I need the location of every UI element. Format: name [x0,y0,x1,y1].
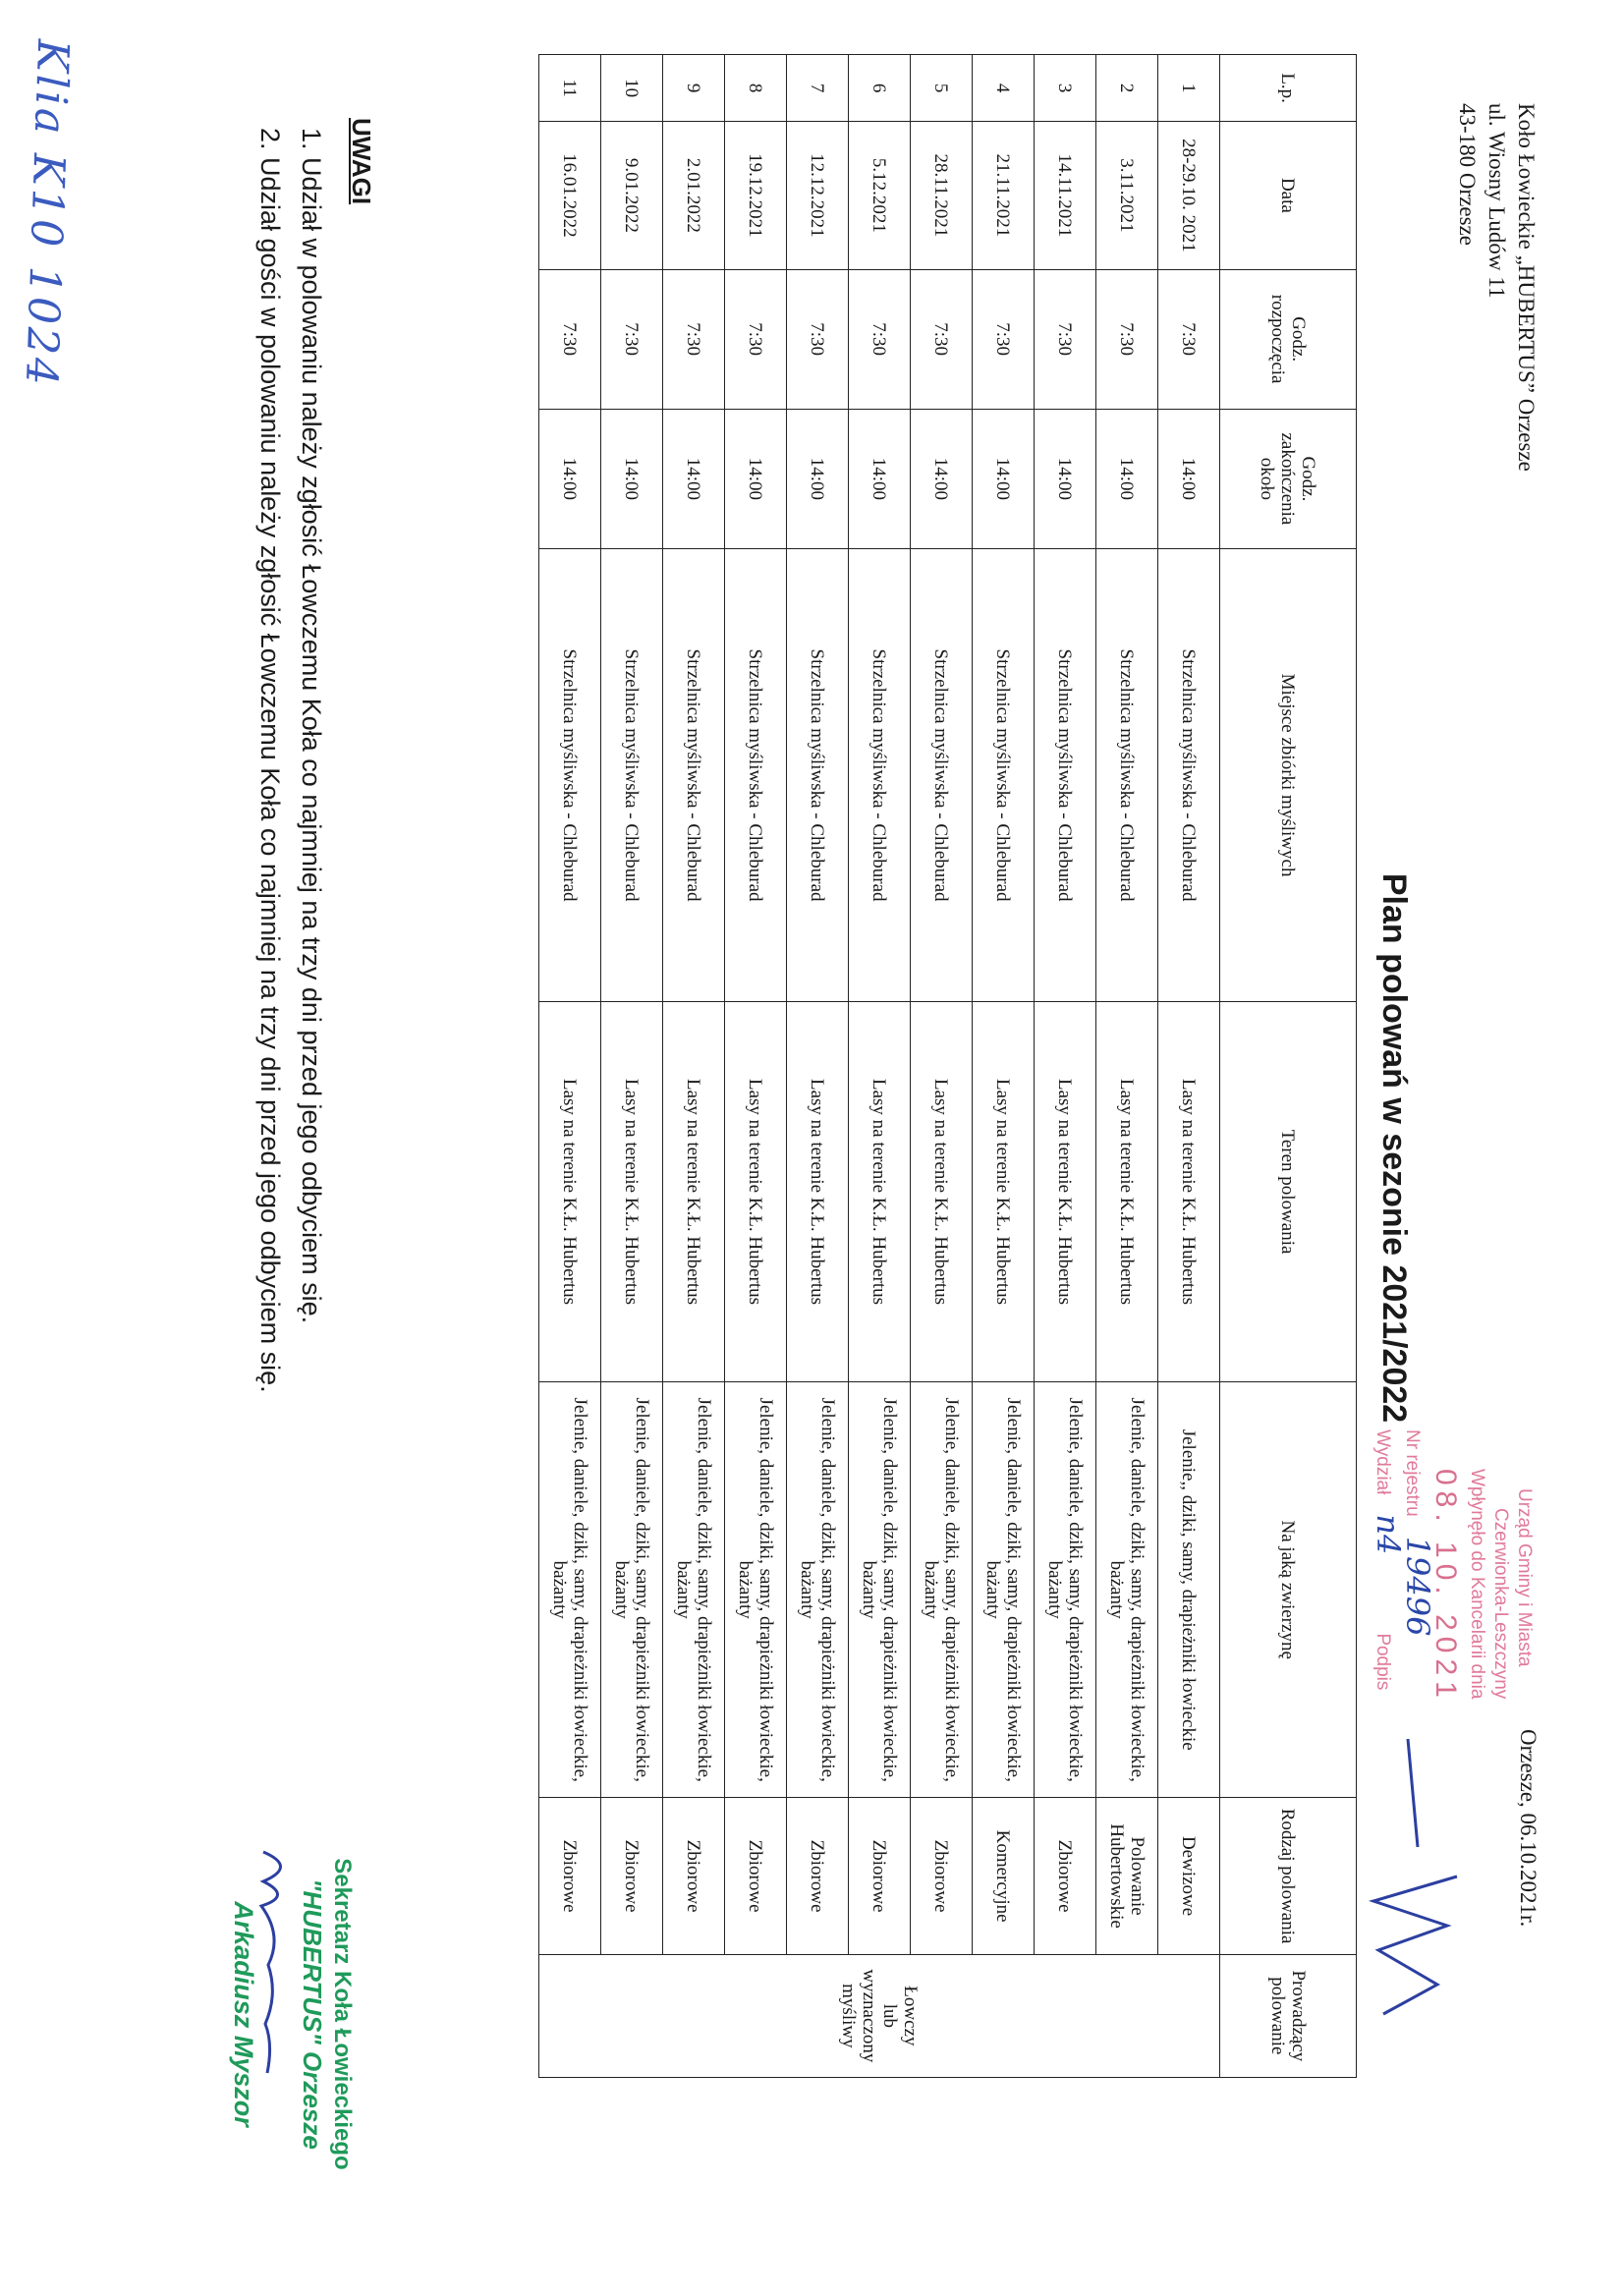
row-end-time: 14:00 [539,409,601,548]
row-hunt-type: Zbiorowe [849,1798,911,1954]
place-date: Orzesze, 06.10.2021r. [1516,1729,1540,1928]
row-meeting-place: Strzelnica myśliwska - Chleburad [1096,549,1158,1002]
row-start-time: 7:30 [601,269,663,409]
notes-list [250,118,332,1393]
row-meeting-place: Strzelnica myśliwska - Chleburad [601,549,663,1002]
row-game: Jelenie, daniele, dziki, samy, drapieżniki łowieckie, bażanty [601,1382,663,1798]
notes-section [250,118,376,1393]
row-start-time: 7:30 [1096,269,1158,409]
row-game: Jelenie, daniele, dziki, samy, drapieżniki łowieckie, bażanty [1096,1382,1158,1798]
stamp-name: Arkadiusz Myszor [229,1901,258,2127]
table-row [1035,55,1096,2078]
row-start-time: 7:30 [1035,269,1096,409]
row-hunt-type: Zbiorowe [911,1798,973,1954]
row-game: Jelenie, daniele, dziki, samy, drapieżniki łowieckie, bażanty [911,1382,973,1798]
stamp-reg-label: Nr rejestru [1402,1429,1423,1517]
table-row [539,55,601,2078]
stamp-line: Sekretarz Koła Łowieckiego [329,1858,356,2170]
row-game: Jelenie,, dziki, samy, drapieżniki łowieckie [1158,1382,1220,1798]
row-meeting-place: Strzelnica myśliwska - Chleburad [539,549,601,1002]
row-meeting-place: Strzelnica myśliwska - Chleburad [663,549,725,1002]
row-date: 28-29.10. 2021 [1158,122,1220,269]
row-hunting-area: Lasy na terenie K.Ł. Hubertus [725,1002,787,1382]
row-end-time: 14:00 [663,409,725,548]
row-number: 10 [601,55,663,122]
table-row [725,55,787,2078]
row-date: 21.11.2021 [973,122,1035,269]
row-hunting-area: Lasy na terenie K.Ł. Hubertus [849,1002,911,1382]
column-header: Prowadzący polowanie [1220,1954,1357,2077]
column-header: Miejsce zbiórki myśliwych [1220,549,1357,1002]
table-header-row [1220,55,1357,2078]
row-number: 3 [1035,55,1096,122]
row-game: Jelenie, daniele, dziki, samy, drapieżniki łowieckie, bażanty [787,1382,849,1798]
row-start-time: 7:30 [911,269,973,409]
row-hunt-type: Zbiorowe [1035,1798,1096,1954]
row-date: 2.01.2022 [663,122,725,269]
row-hunting-area: Lasy na terenie K.Ł. Hubertus [911,1002,973,1382]
row-date: 9.01.2022 [601,122,663,269]
row-hunt-type: Dewizowe [1158,1798,1220,1954]
row-meeting-place: Strzelnica myśliwska - Chleburad [1158,549,1220,1002]
row-hunting-area: Lasy na terenie K.Ł. Hubertus [1158,1002,1220,1382]
row-hunt-type: Zbiorowe [539,1798,601,1954]
row-start-time: 7:30 [663,269,725,409]
table-row [1158,55,1220,2078]
row-hunt-type: Komercyjne [973,1798,1035,1954]
hunting-plan-table [538,54,1357,2078]
row-start-time: 7:30 [539,269,601,409]
column-header: Godz. zakończenia około [1220,409,1357,548]
table-row [601,55,663,2078]
table-row [663,55,725,2078]
table-row [911,55,973,2078]
row-start-time: 7:30 [1158,269,1220,409]
row-hunt-type: Zbiorowe [787,1798,849,1954]
row-hunt-type: Zbiorowe [725,1798,787,1954]
row-number: 1 [1158,55,1220,122]
note-item: 1. Udział w polowaniu należy zgłosić Łowczemu Koła co najmniej na trzy dni przed jego odbyciem się. [291,157,332,1393]
row-game: Jelenie, daniele, dziki, samy, drapieżniki łowieckie, bażanty [1035,1382,1096,1798]
column-header: Teren polowania [1220,1002,1357,1382]
note-item: 2. Udział gości w polowaniu należy zgłosić Łowczemu Koła co najmniej na trzy dni przed jego odbyciem się. [250,157,291,1393]
row-number: 9 [663,55,725,122]
stamp-dept-label: Wydział [1372,1429,1393,1495]
table-row [849,55,911,2078]
row-meeting-place: Strzelnica myśliwska - Chleburad [911,549,973,1002]
row-start-time: 7:30 [725,269,787,409]
secretary-signature [244,1847,303,2083]
row-game: Jelenie, daniele, dziki, samy, drapieżniki łowieckie, bażanty [973,1382,1035,1798]
row-end-time: 14:00 [725,409,787,548]
table-row [1096,55,1158,2078]
column-header: Na jaką zwierzynę [1220,1382,1357,1798]
stamp-line: Wpłynęło do Kancelarii dnia [1467,1469,1487,1700]
row-meeting-place: Strzelnica myśliwska - Chleburad [849,549,911,1002]
table-row [973,55,1035,2078]
row-start-time: 7:30 [849,269,911,409]
stamp-line: Czerwionka-Leszczyny [1490,1508,1511,1700]
row-number: 2 [1096,55,1158,122]
stamp-dept-value: n4 [1370,1514,1407,1555]
row-number: 6 [849,55,911,122]
row-date: 16.01.2022 [539,122,601,269]
row-end-time: 14:00 [1035,409,1096,548]
org-line: 43-180 Orzesze [1455,103,1480,246]
row-date: 28.11.2021 [911,122,973,269]
row-date: 5.12.2021 [849,122,911,269]
stamp-line: "HUBERTUS" Orzesze [298,1878,327,2150]
column-header: Rodzaj polowania [1220,1798,1357,1954]
row-date: 14.11.2021 [1035,122,1096,269]
row-hunt-type: Polowanie Hubertowskie [1096,1798,1158,1954]
row-number: 8 [725,55,787,122]
row-end-time: 14:00 [911,409,973,548]
row-meeting-place: Strzelnica myśliwska - Chleburad [973,549,1035,1002]
row-hunting-area: Lasy na terenie K.Ł. Hubertus [1035,1002,1096,1382]
row-hunt-type: Zbiorowe [663,1798,725,1954]
row-date: 12.12.2021 [787,122,849,269]
row-game: Jelenie, daniele, dziki, samy, drapieżniki łowieckie, bażanty [539,1382,601,1798]
table-row [787,55,849,2078]
notes-title: UWAGI [347,118,376,205]
row-game: Jelenie, daniele, dziki, samy, drapieżniki łowieckie, bażanty [725,1382,787,1798]
handwritten-note: Klia K10 1024 [15,38,79,389]
row-end-time: 14:00 [601,409,663,548]
row-end-time: 14:00 [1158,409,1220,548]
stamp-sign-label: Podpis [1372,1633,1393,1691]
row-number: 7 [787,55,849,122]
row-game: Jelenie, daniele, dziki, samy, drapieżniki łowieckie, bażanty [849,1382,911,1798]
organization-address [1452,103,1540,472]
row-end-time: 14:00 [849,409,911,548]
row-hunting-area: Lasy na terenie K.Ł. Hubertus [601,1002,663,1382]
row-end-time: 14:00 [1096,409,1158,548]
row-date: 3.11.2021 [1096,122,1158,269]
org-line: Koło Łowieckie „HUBERTUS” Orzesze [1514,103,1539,472]
column-header: L.p. [1220,55,1357,122]
stamp-reg-value: 19496 [1399,1536,1436,1637]
row-number: 11 [539,55,601,122]
row-hunting-area: Lasy na terenie K.Ł. Hubertus [663,1002,725,1382]
row-number: 5 [911,55,973,122]
row-meeting-place: Strzelnica myśliwska - Chleburad [725,549,787,1002]
row-game: Jelenie, daniele, dziki, samy, drapieżniki łowieckie, bażanty [663,1382,725,1798]
stamp-line: Urząd Gminy i Miasta [1514,1488,1535,1667]
row-number: 4 [973,55,1035,122]
row-hunting-area: Lasy na terenie K.Ł. Hubertus [539,1002,601,1382]
hunt-leader-cell: Łowczy lub wyznaczony myśliwy [539,1954,1220,2077]
column-header: Data [1220,122,1357,269]
column-header: Godz. rozpoczęcia [1220,269,1357,409]
stamp-date: 08. 10. 2021 [1429,1469,1462,1704]
row-date: 19.12.2021 [725,122,787,269]
row-meeting-place: Strzelnica myśliwska - Chleburad [787,549,849,1002]
row-start-time: 7:30 [787,269,849,409]
row-start-time: 7:30 [973,269,1035,409]
row-hunting-area: Lasy na terenie K.Ł. Hubertus [787,1002,849,1382]
row-hunting-area: Lasy na terenie K.Ł. Hubertus [1096,1002,1158,1382]
row-end-time: 14:00 [787,409,849,548]
row-hunting-area: Lasy na terenie K.Ł. Hubertus [973,1002,1035,1382]
row-end-time: 14:00 [973,409,1035,548]
document-title: Plan polowań w sezonie 2021/2022 [1375,872,1413,1424]
row-meeting-place: Strzelnica myśliwska - Chleburad [1035,549,1096,1002]
row-hunt-type: Zbiorowe [601,1798,663,1954]
org-line: ul. Wiosny Ludów 11 [1484,103,1509,299]
